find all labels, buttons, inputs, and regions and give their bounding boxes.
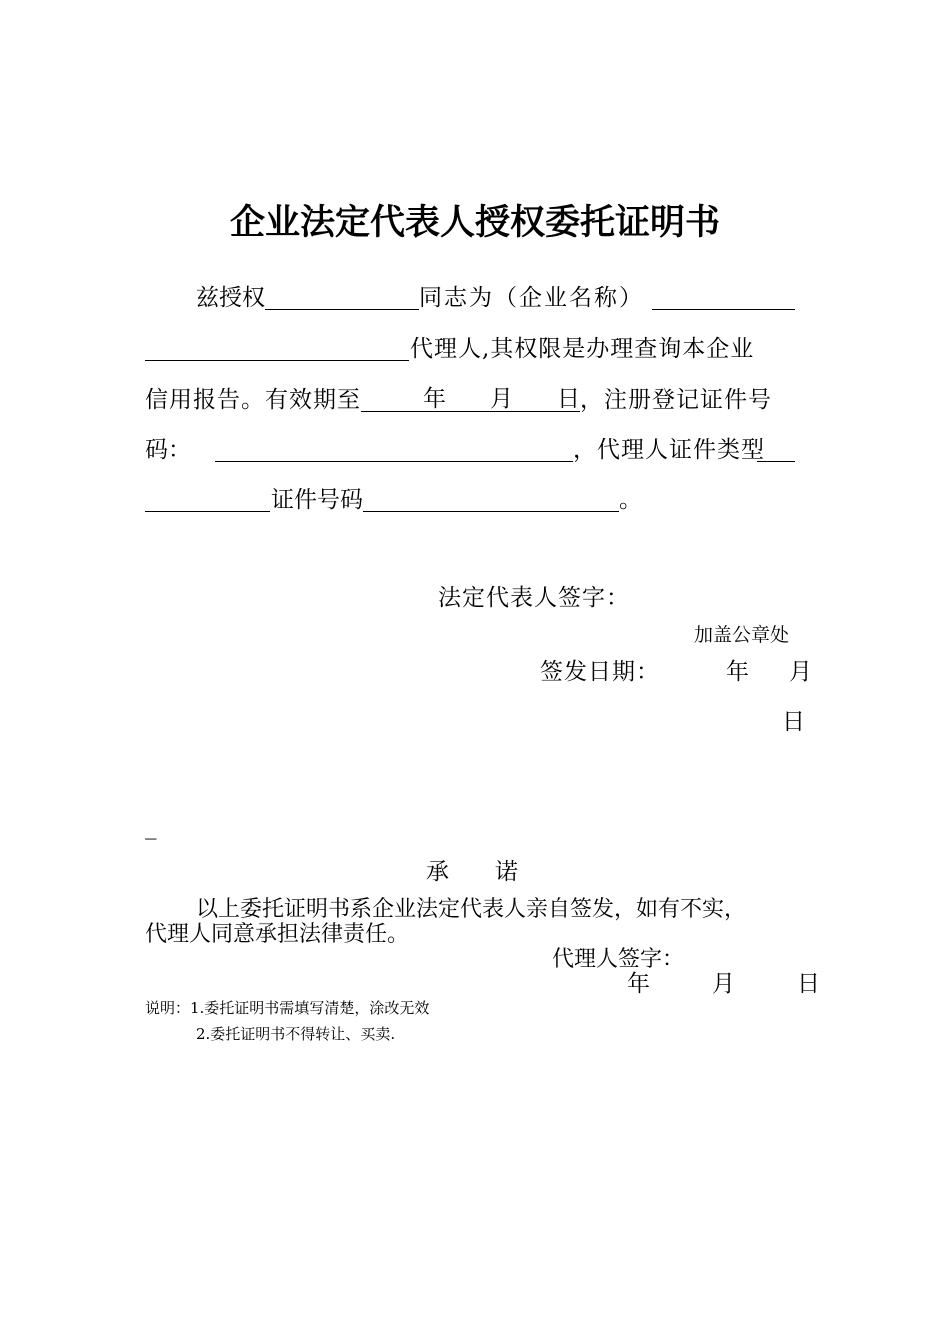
agent-name-blank[interactable] xyxy=(265,287,419,310)
authorization-line-2 xyxy=(410,338,754,361)
company-name-label: 同志为（企业名称） xyxy=(419,285,644,311)
validity-month: 月 xyxy=(490,386,513,412)
issue-year: 年 xyxy=(726,659,749,685)
code-label: 码： xyxy=(145,437,191,463)
authorization-line-3 xyxy=(145,388,772,412)
promise-text-line-1: 以上委托证明书系企业法定代表人亲自签发，如有不实， xyxy=(196,897,747,922)
period-mark: 。 xyxy=(619,487,642,513)
authorization-line-4 xyxy=(145,439,765,462)
issue-date-label: 签发日期： xyxy=(540,659,660,685)
legal-rep-signature-label: 法定代表人签字： xyxy=(438,585,630,611)
agent-signature-label: 代理人签字： xyxy=(552,947,685,972)
issue-month: 月 xyxy=(789,659,812,685)
registration-label: ，注册登记证件号 xyxy=(580,387,772,413)
agent-sign-date xyxy=(627,973,820,996)
issue-date-line xyxy=(540,661,812,684)
agent-scope-text: 代理人,其权限是办理查询本企业 xyxy=(410,336,755,362)
authorization-line-1 xyxy=(196,287,644,310)
note-1: 说明：1.委托证明书需填写清楚，涂改无效 xyxy=(145,999,430,1017)
validity-day: 日 xyxy=(557,386,580,412)
company-name-blank-1[interactable] xyxy=(652,287,795,310)
seal-area-label: 加盖公章处 xyxy=(694,624,790,646)
note-2: 2.委托证明书不得转让、买卖. xyxy=(196,1025,396,1043)
company-name-blank-2[interactable] xyxy=(145,338,409,361)
registration-number-blank[interactable] xyxy=(215,439,573,462)
agent-sign-year: 年 xyxy=(627,971,650,997)
id-number-label: 证件号码 xyxy=(271,487,363,513)
authorize-text: 兹授权 xyxy=(196,285,265,311)
promise-title: 承 诺 xyxy=(426,859,518,885)
promise-text-line-2: 代理人同意承担法律责任。 xyxy=(145,922,410,947)
document-title: 企业法定代表人授权委托证明书 xyxy=(229,203,720,243)
agent-id-type-blank-1[interactable] xyxy=(757,439,795,462)
authorization-line-5 xyxy=(271,489,642,512)
validity-year: 年 xyxy=(423,386,446,412)
validity-text: 信用报告。有效期至 xyxy=(145,387,361,413)
validity-date-field[interactable] xyxy=(361,388,580,412)
id-number-blank[interactable] xyxy=(363,489,619,512)
issue-day: 日 xyxy=(782,709,805,735)
agent-id-type-label: ，代理人证件类型 xyxy=(573,437,765,463)
agent-sign-day: 日 xyxy=(797,971,820,997)
separator-dash: _ xyxy=(145,814,157,840)
agent-sign-month: 月 xyxy=(712,971,735,997)
agent-id-type-blank-2[interactable] xyxy=(145,489,270,512)
